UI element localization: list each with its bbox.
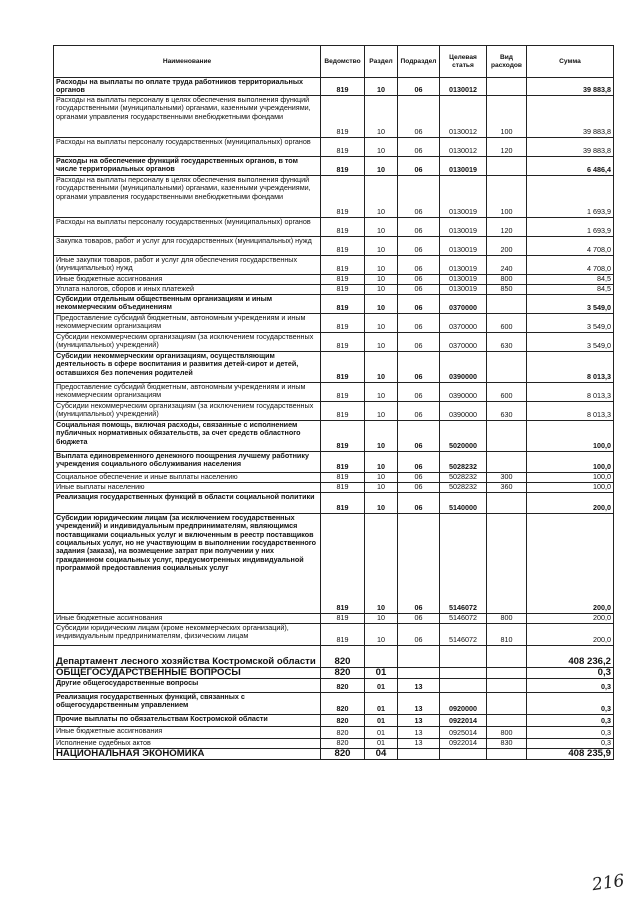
- cell-ved: 819: [321, 294, 365, 313]
- cell-vr: 630: [487, 332, 527, 351]
- table-row: [54, 482, 614, 492]
- cell-podrazdel: 06: [398, 613, 440, 623]
- table-row: [54, 623, 614, 645]
- table-row: [54, 678, 614, 692]
- cell-vr: [487, 294, 527, 313]
- cell-razdel: 10: [365, 401, 398, 420]
- cell-podrazdel: 06: [398, 217, 440, 236]
- cell-razdel: 10: [365, 451, 398, 472]
- cell-razdel: 10: [365, 78, 398, 96]
- cell-sum: 200,0: [527, 513, 614, 613]
- cell-ved: 819: [321, 351, 365, 382]
- cell-cs: [440, 678, 487, 692]
- cell-sum: 200,0: [527, 623, 614, 645]
- cell-cs: 0130019: [440, 274, 487, 284]
- cell-cs: 0390000: [440, 382, 487, 401]
- cell-ved: 819: [321, 492, 365, 513]
- cell-sum: 0,3: [527, 678, 614, 692]
- cell-podrazdel: 06: [398, 513, 440, 613]
- table-row: [54, 645, 614, 667]
- table-row: [54, 714, 614, 726]
- table-row: [54, 236, 614, 255]
- cell-sum: 200,0: [527, 613, 614, 623]
- cell-podrazdel: 13: [398, 692, 440, 714]
- cell-cs: 0925014: [440, 726, 487, 738]
- cell-podrazdel: 06: [398, 294, 440, 313]
- table-row: [54, 451, 614, 472]
- table-row: [54, 420, 614, 451]
- cell-vr: [487, 78, 527, 96]
- cell-name: Реализация государственных функций, связанных с общегосударственным управлением: [54, 692, 321, 714]
- table-row: [54, 692, 614, 714]
- cell-vr: 240: [487, 255, 527, 274]
- cell-cs: 0922014: [440, 714, 487, 726]
- cell-razdel: 10: [365, 472, 398, 482]
- cell-razdel: [365, 645, 398, 667]
- cell-sum: 100,0: [527, 472, 614, 482]
- cell-razdel: 10: [365, 294, 398, 313]
- cell-ved: 819: [321, 236, 365, 255]
- cell-cs: 5140000: [440, 492, 487, 513]
- cell-name: Расходы на выплаты персоналу в целях обеспечения выполнения функций государственными (муниципальными) органами, казенными учреждениями, органами управления государственными внебюджетными фондами: [54, 175, 321, 217]
- cell-razdel: 01: [365, 678, 398, 692]
- cell-razdel: 10: [365, 175, 398, 217]
- cell-podrazdel: 06: [398, 284, 440, 294]
- cell-sum: 6 486,4: [527, 156, 614, 175]
- cell-podrazdel: 06: [398, 175, 440, 217]
- cell-name: Иные бюджетные ассигнования: [54, 726, 321, 738]
- cell-ved: 820: [321, 714, 365, 726]
- table-row: [54, 382, 614, 401]
- cell-cs: [440, 748, 487, 759]
- budget-table: [53, 45, 614, 760]
- cell-ved: 819: [321, 255, 365, 274]
- cell-name: Уплата налогов, сборов и иных платежей: [54, 284, 321, 294]
- cell-ved: 819: [321, 382, 365, 401]
- cell-sum: 39 883,8: [527, 137, 614, 156]
- cell-name: Расходы на выплаты персоналу государственных (муниципальных) органов: [54, 137, 321, 156]
- table-row: [54, 351, 614, 382]
- cell-sum: 0,3: [527, 714, 614, 726]
- table-row: [54, 513, 614, 613]
- cell-cs: 5146072: [440, 513, 487, 613]
- cell-podrazdel: 06: [398, 255, 440, 274]
- table-row: [54, 401, 614, 420]
- cell-razdel: 10: [365, 274, 398, 284]
- cell-cs: 0370000: [440, 313, 487, 332]
- cell-ved: 820: [321, 645, 365, 667]
- cell-name: Расходы на обеспечение функций государственных органов, в том числе территориальных органов: [54, 156, 321, 175]
- cell-name: Расходы на выплаты по оплате труда работников территориальных органов: [54, 78, 321, 96]
- cell-podrazdel: 06: [398, 482, 440, 492]
- cell-ved: 819: [321, 284, 365, 294]
- cell-name: Субсидии юридическим лицам (за исключением государственных учреждений) и индивидуальным предпринимателям, являющимся поставщиками социальных услуг и включенным в реестр поставщиков социальных услуг, но не участвующим в выполнении государственного задания (заказа), на возмещение затрат при получении у них гражданином социальных услуг, предусмотренных индивидуальной программой предоставления социальных услуг: [54, 513, 321, 613]
- cell-podrazdel: 06: [398, 313, 440, 332]
- cell-ved: 819: [321, 482, 365, 492]
- cell-razdel: 10: [365, 420, 398, 451]
- cell-razdel: 10: [365, 217, 398, 236]
- cell-vr: 100: [487, 95, 527, 137]
- cell-razdel: 10: [365, 332, 398, 351]
- cell-cs: 0130012: [440, 95, 487, 137]
- cell-ved: 819: [321, 78, 365, 96]
- cell-vr: [487, 156, 527, 175]
- cell-cs: 0130019: [440, 284, 487, 294]
- header-podrazdel: Подраздел: [398, 46, 440, 78]
- cell-sum: 39 883,8: [527, 95, 614, 137]
- cell-name: Социальное обеспечение и иные выплаты населению: [54, 472, 321, 482]
- cell-vr: [487, 420, 527, 451]
- cell-vr: 120: [487, 217, 527, 236]
- table-row: [54, 175, 614, 217]
- table-row: [54, 274, 614, 284]
- cell-sum: 4 708,0: [527, 255, 614, 274]
- table-row: [54, 492, 614, 513]
- cell-sum: 100,0: [527, 451, 614, 472]
- cell-name: Прочие выплаты по обязательствам Костромской области: [54, 714, 321, 726]
- cell-ved: 819: [321, 332, 365, 351]
- cell-name: ОБЩЕГОСУДАРСТВЕННЫЕ ВОПРОСЫ: [54, 667, 321, 678]
- table-header-row: [54, 46, 614, 78]
- cell-podrazdel: 06: [398, 451, 440, 472]
- cell-name: Исполнение судебных актов: [54, 738, 321, 748]
- cell-vr: 200: [487, 236, 527, 255]
- cell-podrazdel: 13: [398, 738, 440, 748]
- cell-vr: 360: [487, 482, 527, 492]
- cell-name: Предоставление субсидий бюджетным, автономным учреждениям и иным некоммерческим организациям: [54, 313, 321, 332]
- cell-podrazdel: 06: [398, 492, 440, 513]
- cell-vr: 810: [487, 623, 527, 645]
- cell-cs: 0130019: [440, 175, 487, 217]
- table-row: [54, 726, 614, 738]
- cell-razdel: 10: [365, 513, 398, 613]
- cell-vr: [487, 351, 527, 382]
- cell-ved: 819: [321, 95, 365, 137]
- cell-podrazdel: 06: [398, 382, 440, 401]
- cell-name: Выплата единовременного денежного поощрения лучшему работнику учреждения социального обслуживания населения: [54, 451, 321, 472]
- cell-ved: 819: [321, 420, 365, 451]
- page-number: 216: [590, 870, 626, 896]
- cell-podrazdel: 13: [398, 714, 440, 726]
- cell-name: Иные бюджетные ассигнования: [54, 613, 321, 623]
- table-row: [54, 332, 614, 351]
- cell-vr: [487, 748, 527, 759]
- cell-name: Закупка товаров, работ и услуг для государственных (муниципальных) нужд: [54, 236, 321, 255]
- cell-cs: [440, 667, 487, 678]
- cell-razdel: 10: [365, 492, 398, 513]
- cell-ved: 819: [321, 613, 365, 623]
- cell-name: Департамент лесного хозяйства Костромской области: [54, 645, 321, 667]
- header-name: Наименование: [54, 46, 321, 78]
- cell-razdel: 10: [365, 351, 398, 382]
- cell-razdel: 10: [365, 137, 398, 156]
- cell-name: Субсидии некоммерческим организациям (за исключением государственных (муниципальных) учреждений): [54, 332, 321, 351]
- cell-cs: 0922014: [440, 738, 487, 748]
- cell-razdel: 10: [365, 382, 398, 401]
- table-row: [54, 738, 614, 748]
- cell-razdel: 01: [365, 726, 398, 738]
- cell-sum: 0,3: [527, 667, 614, 678]
- cell-cs: 0920000: [440, 692, 487, 714]
- cell-name: Субсидии юридическим лицам (кроме некоммерческих организаций), индивидуальным предпринимателям, физическим лицам: [54, 623, 321, 645]
- cell-podrazdel: 06: [398, 401, 440, 420]
- table-body: [54, 78, 614, 760]
- cell-cs: 5028232: [440, 482, 487, 492]
- cell-razdel: 10: [365, 236, 398, 255]
- cell-sum: 84,5: [527, 284, 614, 294]
- cell-name: Расходы на выплаты персоналу государственных (муниципальных) органов: [54, 217, 321, 236]
- cell-name: Расходы на выплаты персоналу в целях обеспечения выполнения функций государственными (муниципальными) органами, казенными учреждениями, органами управления государственными внебюджетными фондами: [54, 95, 321, 137]
- cell-podrazdel: 06: [398, 78, 440, 96]
- table-row: [54, 667, 614, 678]
- table-row: [54, 472, 614, 482]
- cell-podrazdel: 06: [398, 137, 440, 156]
- table-row: [54, 137, 614, 156]
- cell-podrazdel: 06: [398, 156, 440, 175]
- cell-ved: 820: [321, 726, 365, 738]
- cell-razdel: 04: [365, 748, 398, 759]
- cell-name: Иные бюджетные ассигнования: [54, 274, 321, 284]
- table-row: [54, 294, 614, 313]
- cell-name: Субсидии некоммерческим организациям (за исключением государственных (муниципальных) учреждений): [54, 401, 321, 420]
- cell-podrazdel: [398, 667, 440, 678]
- header-razdel: Раздел: [365, 46, 398, 78]
- cell-sum: 4 708,0: [527, 236, 614, 255]
- cell-sum: 0,3: [527, 726, 614, 738]
- table-row: [54, 255, 614, 274]
- cell-cs: 0130012: [440, 78, 487, 96]
- cell-ved: 820: [321, 748, 365, 759]
- table-row: [54, 284, 614, 294]
- cell-sum: 39 883,8: [527, 78, 614, 96]
- cell-ved: 819: [321, 217, 365, 236]
- cell-vr: [487, 451, 527, 472]
- header-sum: Сумма: [527, 46, 614, 78]
- cell-podrazdel: 13: [398, 726, 440, 738]
- cell-ved: 820: [321, 692, 365, 714]
- cell-razdel: 10: [365, 482, 398, 492]
- cell-ved: 819: [321, 623, 365, 645]
- cell-cs: 0390000: [440, 351, 487, 382]
- cell-cs: 0370000: [440, 294, 487, 313]
- cell-cs: [440, 645, 487, 667]
- cell-cs: 5020000: [440, 420, 487, 451]
- cell-sum: 8 013,3: [527, 401, 614, 420]
- cell-name: Социальная помощь, включая расходы, связанные с исполнением публичных нормативных обязательств, за счет средств областного бюджета: [54, 420, 321, 451]
- cell-sum: 8 013,3: [527, 382, 614, 401]
- cell-razdel: 01: [365, 667, 398, 678]
- cell-cs: 0390000: [440, 401, 487, 420]
- table-row: [54, 217, 614, 236]
- cell-vr: [487, 667, 527, 678]
- cell-ved: 819: [321, 175, 365, 217]
- cell-sum: 3 549,0: [527, 294, 614, 313]
- cell-vr: [487, 513, 527, 613]
- cell-ved: 820: [321, 667, 365, 678]
- cell-name: Субсидии отдельным общественным организациям и иным некоммерческим объединениям: [54, 294, 321, 313]
- cell-razdel: 01: [365, 738, 398, 748]
- cell-sum: 8 013,3: [527, 351, 614, 382]
- cell-name: Иные выплаты населению: [54, 482, 321, 492]
- cell-podrazdel: 06: [398, 274, 440, 284]
- table-row: [54, 748, 614, 759]
- cell-podrazdel: 06: [398, 332, 440, 351]
- budget-table-sheet: [53, 45, 613, 760]
- cell-ved: 819: [321, 274, 365, 284]
- header-vr: Вид расходов: [487, 46, 527, 78]
- cell-name: Предоставление субсидий бюджетным, автономным учреждениям и иным некоммерческим организациям: [54, 382, 321, 401]
- cell-sum: 408 235,9: [527, 748, 614, 759]
- cell-razdel: 01: [365, 692, 398, 714]
- cell-razdel: 10: [365, 95, 398, 137]
- cell-ved: 819: [321, 156, 365, 175]
- cell-ved: 819: [321, 513, 365, 613]
- cell-name: Субсидии некоммерческим организациям, осуществляющим деятельность в сфере воспитания и развития детей-сирот и детей, оставшихся без попечения родителей: [54, 351, 321, 382]
- cell-vr: 600: [487, 382, 527, 401]
- cell-vr: 800: [487, 613, 527, 623]
- cell-cs: 0370000: [440, 332, 487, 351]
- cell-vr: 850: [487, 284, 527, 294]
- cell-sum: 1 693,9: [527, 217, 614, 236]
- header-cs: Целевая статья: [440, 46, 487, 78]
- cell-vr: 630: [487, 401, 527, 420]
- cell-podrazdel: 06: [398, 351, 440, 382]
- table-row: [54, 78, 614, 96]
- cell-sum: 200,0: [527, 492, 614, 513]
- cell-sum: 3 549,0: [527, 332, 614, 351]
- cell-cs: 5028232: [440, 472, 487, 482]
- cell-razdel: 01: [365, 714, 398, 726]
- table-row: [54, 613, 614, 623]
- cell-cs: 5146072: [440, 623, 487, 645]
- cell-razdel: 10: [365, 156, 398, 175]
- cell-sum: 0,3: [527, 692, 614, 714]
- cell-podrazdel: 06: [398, 420, 440, 451]
- cell-podrazdel: 13: [398, 678, 440, 692]
- cell-podrazdel: 06: [398, 623, 440, 645]
- cell-sum: 100,0: [527, 482, 614, 492]
- cell-vr: 800: [487, 274, 527, 284]
- cell-cs: 0130012: [440, 137, 487, 156]
- cell-podrazdel: 06: [398, 95, 440, 137]
- header-ved: Ведомство: [321, 46, 365, 78]
- cell-sum: 1 693,9: [527, 175, 614, 217]
- cell-name: Реализация государственных функций в области социальной политики: [54, 492, 321, 513]
- cell-ved: 820: [321, 738, 365, 748]
- cell-sum: 408 236,2: [527, 645, 614, 667]
- cell-vr: [487, 492, 527, 513]
- cell-ved: 819: [321, 313, 365, 332]
- cell-podrazdel: [398, 748, 440, 759]
- cell-ved: 819: [321, 451, 365, 472]
- cell-vr: [487, 645, 527, 667]
- table-row: [54, 95, 614, 137]
- cell-ved: 819: [321, 401, 365, 420]
- cell-razdel: 10: [365, 623, 398, 645]
- table-row: [54, 313, 614, 332]
- cell-sum: 3 549,0: [527, 313, 614, 332]
- cell-cs: 5146072: [440, 613, 487, 623]
- cell-cs: 0130019: [440, 255, 487, 274]
- cell-vr: 100: [487, 175, 527, 217]
- cell-vr: 830: [487, 738, 527, 748]
- cell-razdel: 10: [365, 313, 398, 332]
- cell-name: Иные закупки товаров, работ и услуг для обеспечения государственных (муниципальных) нужд: [54, 255, 321, 274]
- cell-vr: [487, 692, 527, 714]
- cell-vr: [487, 714, 527, 726]
- cell-razdel: 10: [365, 284, 398, 294]
- cell-podrazdel: 06: [398, 472, 440, 482]
- cell-ved: 819: [321, 137, 365, 156]
- cell-ved: 820: [321, 678, 365, 692]
- cell-name: НАЦИОНАЛЬНАЯ ЭКОНОМИКА: [54, 748, 321, 759]
- cell-ved: 819: [321, 472, 365, 482]
- cell-vr: 120: [487, 137, 527, 156]
- cell-sum: 84,5: [527, 274, 614, 284]
- cell-name: Другие общегосударственные вопросы: [54, 678, 321, 692]
- cell-podrazdel: [398, 645, 440, 667]
- cell-vr: 600: [487, 313, 527, 332]
- cell-cs: 0130019: [440, 217, 487, 236]
- cell-vr: [487, 678, 527, 692]
- cell-razdel: 10: [365, 613, 398, 623]
- cell-sum: 100,0: [527, 420, 614, 451]
- cell-cs: 5028232: [440, 451, 487, 472]
- table-row: [54, 156, 614, 175]
- cell-vr: 800: [487, 726, 527, 738]
- cell-razdel: 10: [365, 255, 398, 274]
- cell-cs: 0130019: [440, 156, 487, 175]
- cell-podrazdel: 06: [398, 236, 440, 255]
- cell-sum: 0,3: [527, 738, 614, 748]
- cell-vr: 300: [487, 472, 527, 482]
- cell-cs: 0130019: [440, 236, 487, 255]
